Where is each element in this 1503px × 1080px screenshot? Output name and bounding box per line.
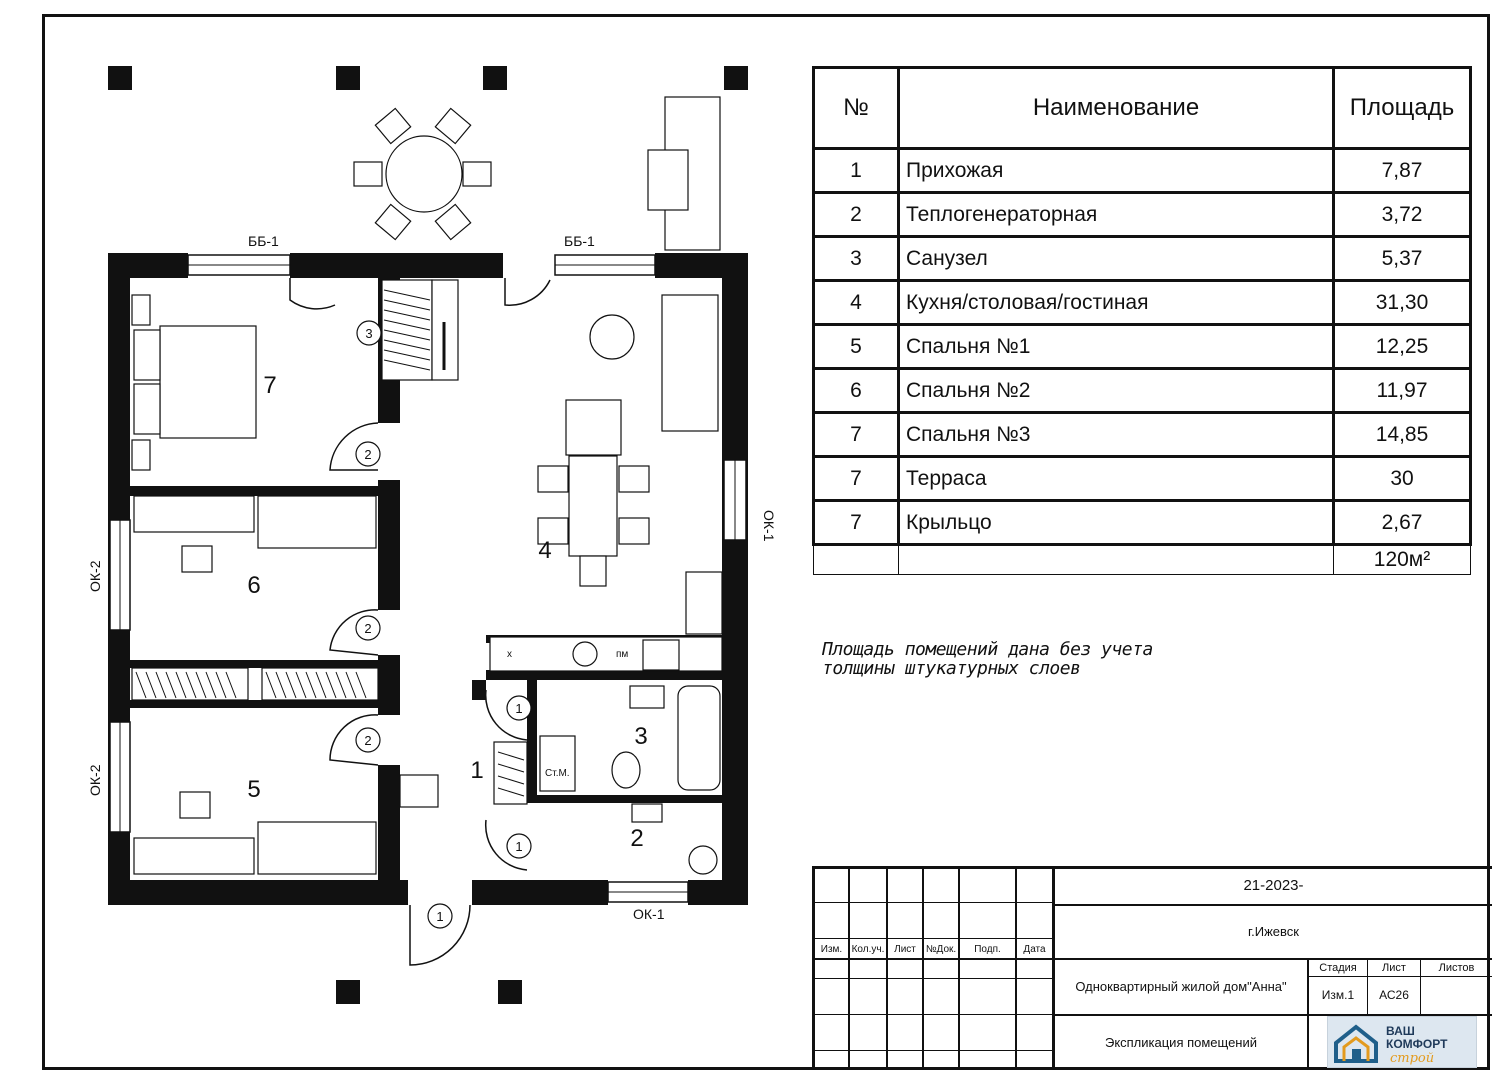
wall-outer <box>108 880 408 905</box>
svg-text:строй: строй <box>1390 1051 1435 1066</box>
table-row: 4 Кухня/столовая/гостиная 31,30 <box>814 281 1471 325</box>
project-code: 21-2023- <box>1243 877 1304 894</box>
sink <box>573 642 597 666</box>
window-label: ОК-1 <box>761 510 777 542</box>
terrace-post <box>724 66 748 90</box>
wall-outer <box>338 253 503 278</box>
office-chair <box>180 792 210 818</box>
desk <box>134 496 254 532</box>
svg-text:КОМФОРТ: КОМФОРТ <box>1386 1037 1448 1051</box>
door-number: 1 <box>515 701 523 716</box>
table-row: 7 Спальня №3 14,85 <box>814 413 1471 457</box>
porch-post <box>336 980 360 1004</box>
fridge <box>686 572 722 634</box>
project-name: Одноквартирный жилой дом"Анна" <box>1075 979 1287 994</box>
washbasin <box>630 686 664 708</box>
sheet-label: Лист <box>1382 962 1406 974</box>
room-number: 7 <box>263 372 277 399</box>
explication-table <box>812 66 1472 575</box>
room-number: 5 <box>247 776 261 803</box>
window-label: ОК-2 <box>87 560 103 592</box>
bed <box>160 326 256 438</box>
porch-post <box>498 980 522 1004</box>
room-number: 4 <box>538 537 552 564</box>
sofa <box>662 295 718 431</box>
boiler <box>689 846 717 874</box>
title-block <box>812 866 1492 1070</box>
stamp-col-label: Подп. <box>974 944 1001 955</box>
washing-machine <box>540 736 575 791</box>
window-label: ОК-2 <box>87 764 103 796</box>
wall-outer <box>472 880 608 905</box>
armchair <box>566 400 621 455</box>
wall-interior <box>378 765 400 905</box>
door-number: 2 <box>364 621 372 636</box>
table-row: 1 Прихожая 7,87 <box>814 149 1471 193</box>
shoe-rack <box>400 775 438 807</box>
wall-interior <box>527 680 537 800</box>
wall-outer <box>688 880 748 905</box>
terrace-post <box>483 66 507 90</box>
wall-interior <box>378 655 400 715</box>
appliance-label: х <box>507 649 512 660</box>
wall-interior <box>378 480 400 610</box>
table-row: 5 Спальня №1 12,25 <box>814 325 1471 369</box>
window-label: ББ-1 <box>248 233 279 249</box>
bed <box>258 496 376 548</box>
table-total-row <box>814 545 1471 575</box>
sheets-label: Листов <box>1438 962 1475 974</box>
appliance-label: Ст.М. <box>545 768 570 779</box>
chair <box>435 204 470 239</box>
col-header-name: Наименование <box>899 68 1334 149</box>
door-number: 2 <box>364 733 372 748</box>
appliance-label: пм <box>616 649 629 660</box>
coffee-table <box>590 315 634 359</box>
kitchen-counter <box>490 637 722 671</box>
terrace-table <box>386 136 462 212</box>
stamp-col-label: Кол.уч. <box>851 944 885 955</box>
sheet-value: АС26 <box>1379 988 1409 1002</box>
wall-interior <box>527 795 722 803</box>
hall-wardrobe <box>494 742 527 804</box>
stamp-col-label: Дата <box>1023 944 1046 955</box>
stamp-col-label: Лист <box>894 944 916 955</box>
room-number: 2 <box>630 825 644 852</box>
door-number: 1 <box>436 909 444 924</box>
door-number: 2 <box>364 447 372 462</box>
chair <box>463 162 491 186</box>
grill <box>648 150 688 210</box>
desk <box>134 838 254 874</box>
toilet <box>612 752 640 788</box>
chair <box>354 162 382 186</box>
stage-label: Стадия <box>1319 962 1357 974</box>
sheet-title: Экспликация помещений <box>1104 1035 1258 1050</box>
table-row: 7 Терраса 30 <box>814 457 1471 501</box>
area-note: Площадь помещений дана без учета толщины штукатурных слоев <box>822 639 1153 679</box>
company-logo <box>1327 1016 1477 1068</box>
terrace-post <box>336 66 360 90</box>
door-number: 1 <box>515 839 523 854</box>
bed <box>258 822 376 874</box>
table-row: 2 Теплогенераторная 3,72 <box>814 193 1471 237</box>
chair <box>375 108 410 143</box>
terrace-post <box>108 66 132 90</box>
stamp-col-label: №Док. <box>925 944 957 955</box>
room-number: 6 <box>247 572 261 599</box>
table-row: 3 Санузел 5,37 <box>814 237 1471 281</box>
dining-table <box>569 456 617 556</box>
office-chair <box>182 546 212 572</box>
city: г.Ижевск <box>1248 924 1299 939</box>
room-number: 1 <box>470 757 484 784</box>
chair <box>375 204 410 239</box>
room-number: 3 <box>634 723 648 750</box>
window-label: ОК-1 <box>633 906 665 922</box>
col-header-number: № <box>814 68 899 149</box>
house-logo-icon <box>1328 1017 1476 1067</box>
door-number: 3 <box>365 326 373 341</box>
stamp-col-label: Изм. <box>820 944 843 955</box>
total-area: 120м² <box>1334 545 1471 575</box>
wall-interior <box>130 660 400 668</box>
bathtub <box>678 686 720 790</box>
stage-value: Изм.1 <box>1321 988 1355 1002</box>
wall-interior <box>130 700 400 708</box>
col-header-area: Площадь <box>1334 68 1471 149</box>
wall-interior <box>130 486 400 496</box>
chair <box>435 108 470 143</box>
table-row: 7 Крыльцо 2,67 <box>814 501 1471 545</box>
svg-text:ВАШ: ВАШ <box>1386 1024 1415 1038</box>
hob <box>643 640 679 670</box>
window-label: ББ-1 <box>564 233 595 249</box>
table-row: 6 Спальня №2 11,97 <box>814 369 1471 413</box>
